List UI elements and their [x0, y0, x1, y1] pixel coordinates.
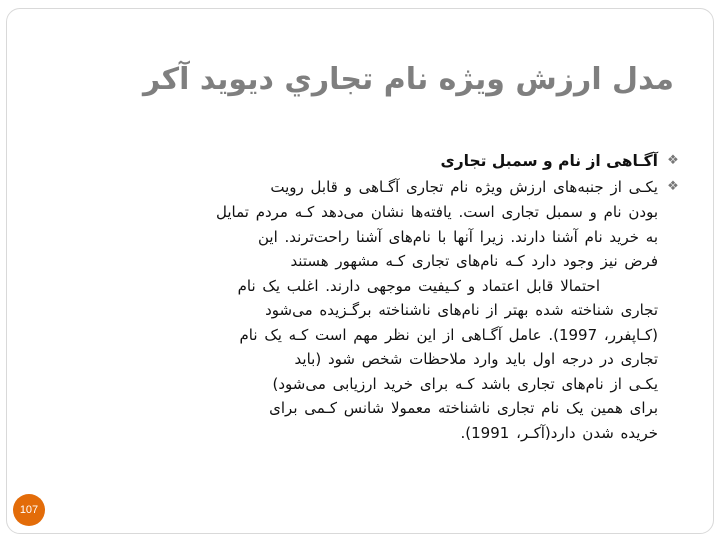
- paragraph-line: تجاری در درجه اول باید وارد ملاحظات شخص شود (باید: [294, 350, 658, 368]
- bullet-paragraph: [42, 174, 658, 445]
- paragraph-line: به خرید نام آشنا دارند. زیرا آنها با نام‌های آشنا راحت‌ترند. این: [258, 227, 658, 246]
- bullet-heading: آگـاهی از نام و سمبل تجاری: [440, 152, 658, 170]
- diamond-bullet-icon: ❖: [667, 153, 679, 168]
- slide-title: مدل ارزش ویژه نام تجاري ديويد آكر: [143, 62, 674, 97]
- diamond-bullet-icon: ❖: [667, 179, 679, 194]
- paragraph-line: تجاری شناخته شده بهتر از نام‌های ناشناخته برگـزیده می‌شود: [265, 301, 658, 319]
- page-number: 107: [19, 504, 39, 516]
- bullet-item: [42, 174, 682, 445]
- page-number-badge: [13, 494, 45, 526]
- bullet-item: [42, 148, 682, 174]
- paragraph-line: احتمالا قابل اعتماد و کـیفیت موجهی دارند. اغلب یک نام: [237, 276, 600, 295]
- slide-content: [42, 148, 682, 445]
- paragraph-line: بودن نام و سمبل تجاری است. یافته‌ها نشان می‌دهد کـه مردم تمایل: [215, 203, 658, 221]
- paragraph-line: یکـی از جنبه‌های ارزش ویژه نام تجاری آگـاهی و قابل رویت: [270, 178, 658, 196]
- paragraph-line: فرض نیز وجود دارد کـه نام‌های تجاری کـه مشهور هستند: [290, 252, 658, 270]
- paragraph-line: یکـی از نام‌های تجاری باشد کـه برای خرید ارزیابی می‌شود): [272, 374, 658, 393]
- paragraph-line: (کـاپفرر، 1997). عامل آگـاهی از این نظر مهم است کـه یک نام: [239, 325, 658, 344]
- paragraph-line: خریده شدن دارد(آکـر، 1991).: [460, 423, 658, 442]
- paragraph-line: برای همین یک نام تجاری ناشناخته معمولا شانس کـمی برای: [269, 399, 658, 417]
